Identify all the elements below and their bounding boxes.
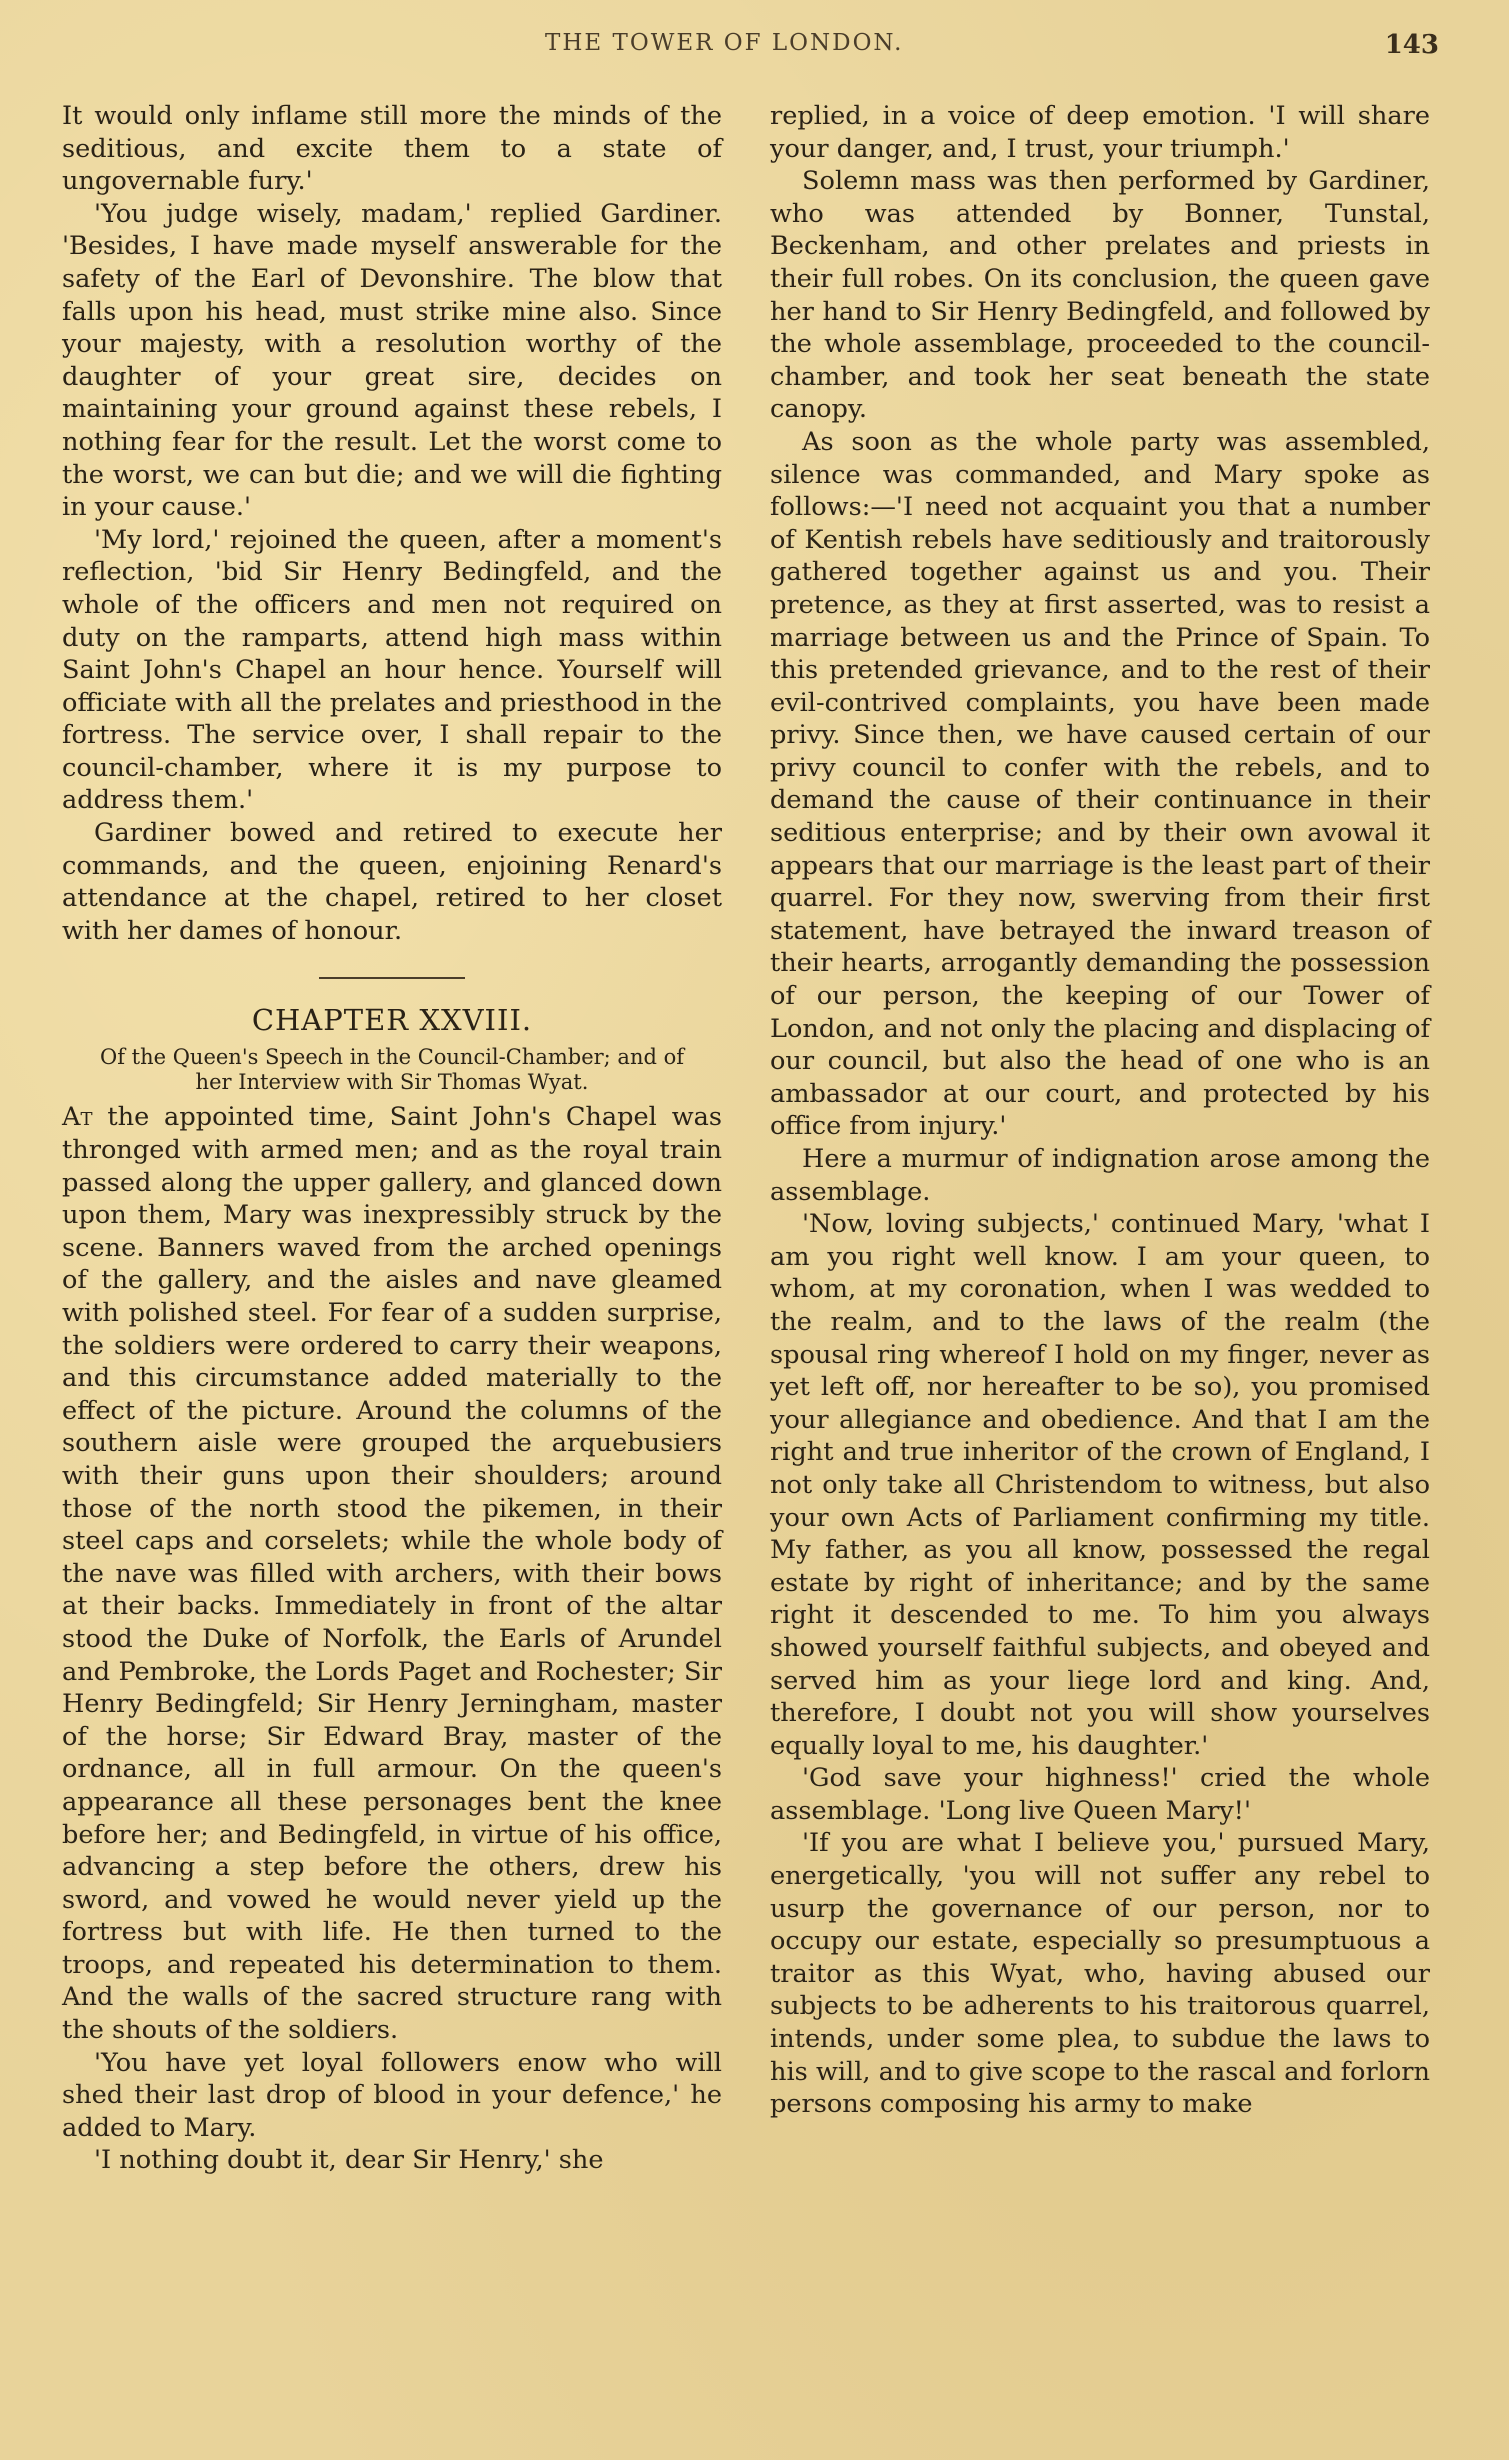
paragraph: 'You judge wisely, madam,' replied Gardiner. 'Besides, I have made myself answerable for the safety of the Earl of Devonshire. The blow that falls upon his head, must strike mine also. Since your majesty, with a resolution worthy of the daughter of your great sire, decides on maintaining your ground against these rebels, I nothing fear for the result. Let the worst come to the worst, we can but die; and we will die fighting in your cause.' — [62, 198, 722, 523]
left-column — [62, 100, 722, 2177]
paragraph: 'You have yet loyal followers enow who will shed their last drop of blood in your defence,' he added to Mary. — [62, 2047, 722, 2143]
paragraph: 'If you are what I believe you,' pursued Mary, energetically, 'you will not suffer any rebel to usurp the governance of our person, nor to occupy our estate, especially so presumptuous a traitor as this Wyat, who, having abused our subjects to be adherents to his traitorous quarrel, intends, under some plea, to subdue the laws to his will, and to give scope to the rascal and forlorn persons composing his army to make — [770, 1828, 1430, 2120]
paragraph: 'God save your highness!' cried the whole assemblage. 'Long live Queen Mary!' — [770, 1763, 1430, 1826]
drop-word: At — [62, 1102, 93, 1133]
paragraph — [62, 1101, 722, 2046]
page-header — [545, 30, 1449, 70]
paragraph: replied, in a voice of deep emotion. 'I will share your danger, and, I trust, your triumph.' — [770, 101, 1430, 164]
paragraph: It would only inflame still more the minds of the seditious, and excite them to a state of ungovernable fury.' — [62, 101, 722, 197]
paragraph: Gardiner bowed and retired to execute her commands, and the queen, enjoining Renard's attendance at the chapel, retired to her closet with her dames of honour. — [62, 818, 722, 946]
paragraph: 'My lord,' rejoined the queen, after a moment's reflection, 'bid Sir Henry Bedingfeld, and the whole of the officers and men not required on duty on the ramparts, attend high mass within Saint John's Chapel an hour hence. Yourself will officiate with all the prelates and priesthood in the fortress. The service over, I shall repair to the council-chamber, where it is my purpose to address them.' — [62, 524, 723, 816]
chapter-title: CHAPTER XXVIII. — [251, 1003, 533, 1038]
paragraph-text: the appointed time, Saint John's Chapel was thronged with armed men; and as the royal train passed along the upper gallery, and glanced down upon them, Mary was inexpressibly struck by the scene. Banners waved from the arched openings of the gallery, and the aisles and nave gleamed with polished steel. For fear of a sudden surprise, the soldiers were ordered to carry their weapons, and this circumstance added materially to the effect of the picture. Around the columns of the southern aisle were grouped the arquebusiers with their guns upon their shoulders; around those of the north stood the pikemen, in their steel caps and corselets; while the whole body of the nave was filled with archers, with their bows at their backs. Immediately in front of the altar stood the Duke of Norfolk, the Earls of Arundel and Pembroke, the Lords Paget and Rochester; Sir Henry Bedingfeld; Sir Henry Jerningham, master of the horse; Sir Edward Bray, master of the ordnance, all in full armour. On the queen's appearance all these personages bent the knee before her; and Bedingfeld, in virtue of his office, advancing a step before the others, drew his sword, and vowed he would never yield up the fortress but with life. He then turned to the troops, and repeated his determination to them. And the walls of the sacred structure rang with the shouts of the soldiers. — [62, 1102, 722, 2046]
page-number: 143 — [1384, 30, 1439, 60]
paragraph: 'Now, loving subjects,' continued Mary, 'what I am you right well know. I am your queen, to whom, at my coronation, when I was wedded to the realm, and to the laws of the realm (the spousal ring whereof I hold on my finger, never as yet left off, nor hereafter to be so), you promised your allegiance and obedience. And that I am the right and true inheritor of the crown of England, I not only take all Christendom to witness, but also your own Acts of Parliament confirming my title. My father, as you all know, possessed the regal estate by right of inheritance; and by the same right it descended to me. To him you always showed yourself faithful subjects, and obeyed and served him as your liege lord and king. And, therefore, I doubt not you will show yourselves equally loyal to me, his daughter.' — [770, 1209, 1430, 1761]
right-column — [770, 100, 1430, 2121]
paragraph: Solemn mass was then performed by Gardiner, who was attended by Bonner, Tunstal, Beckenham, and other prelates and priests in their full robes. On its conclusion, the queen gave her hand to Sir Henry Bedingfeld, and followed by the whole assemblage, proceeded to the council-chamber, and took her seat beneath the state canopy. — [770, 166, 1430, 425]
paragraph: As soon as the whole party was assembled, silence was commanded, and Mary spoke as follows:—'I need not acquaint you that a number of Kentish rebels have seditiously and traitorously gathered together against us and you. Their pretence, as they at first asserted, was to resist a marriage between us and the Prince of Spain. To this pretended grievance, and to the rest of their evil-contrived complaints, you have been made privy. Since then, we have caused certain of our privy council to confer with the rebels, and to demand the cause of their continuance in their seditious enterprise; and by their own avowal it appears that our marriage is the least part of their quarrel. For they now, swerving from their first statement, have betrayed the inward treason of their hearts, arrogantly demanding the possession of our person, the keeping of our Tower of London, and not only the placing and displacing of our council, but also the head of one who is an ambassador at our court, and protected by his office from injury.' — [770, 426, 1430, 1142]
running-title: THE TOWER OF LONDON. — [545, 30, 904, 56]
chapter-subtitle: Of the Queen's Speech in the Council-Chamber; and of her Interview with Sir Thomas Wyat. — [99, 1045, 685, 1095]
section-divider — [319, 977, 465, 979]
paragraph: Here a murmur of indignation arose among the assemblage. — [770, 1144, 1430, 1207]
paragraph: 'I nothing doubt it, dear Sir Henry,' she — [94, 2145, 604, 2176]
